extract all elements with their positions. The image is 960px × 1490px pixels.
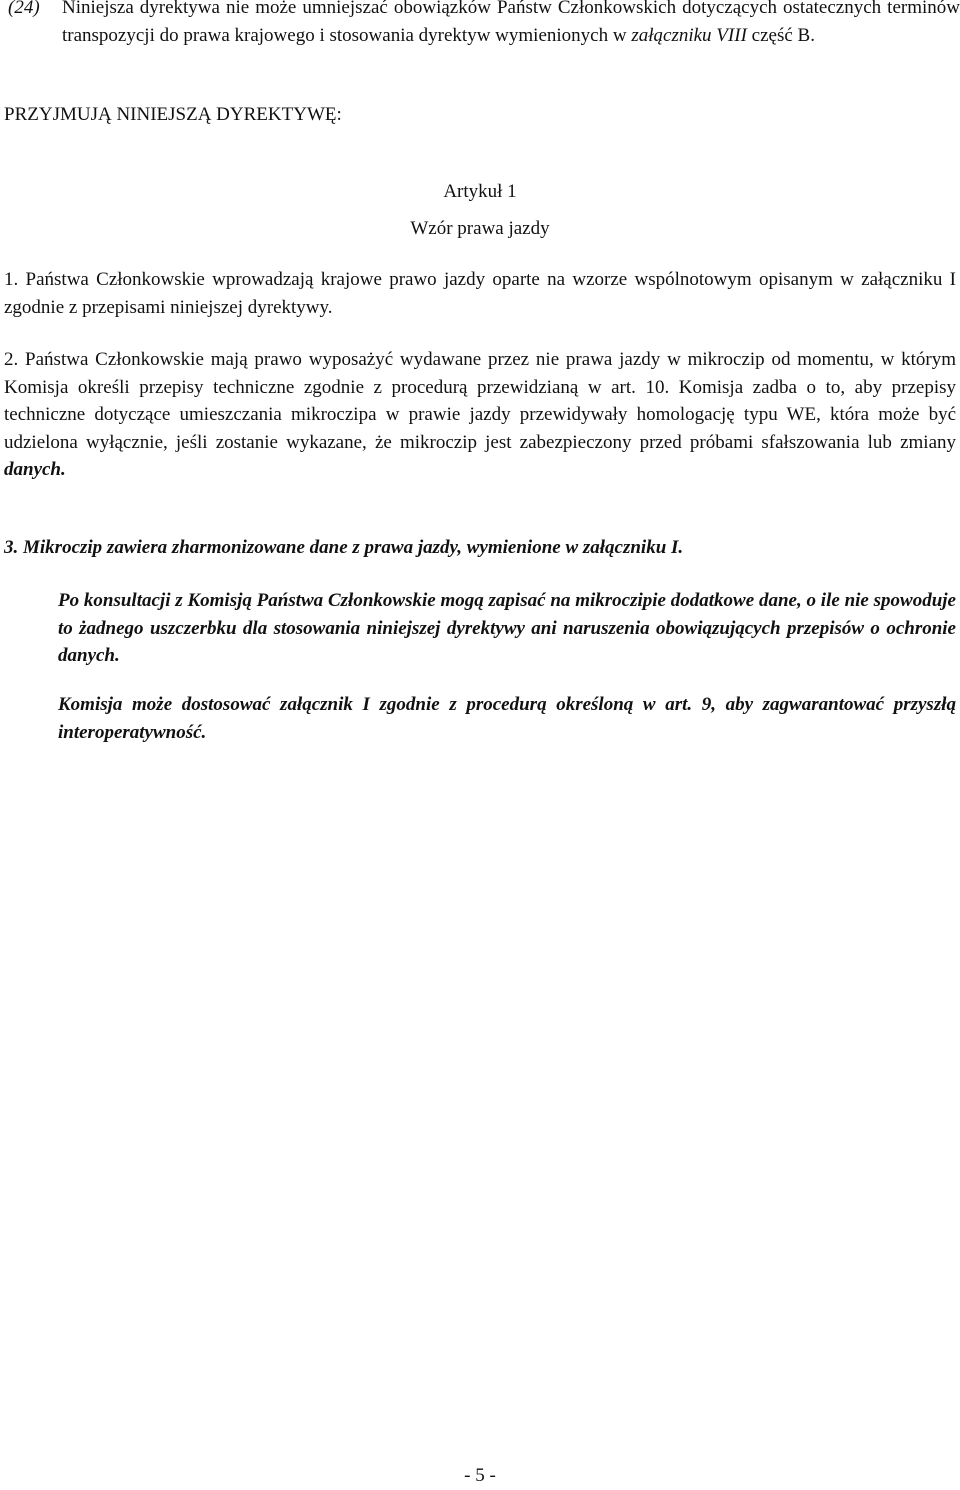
paragraph-1-number: 1. [4, 269, 19, 290]
recital-number: (24) [8, 0, 40, 18]
article-number: Artykuł 1 [443, 181, 517, 202]
paragraph-3-text: Mikroczip zawiera zharmonizowane dane z prawa jazdy, wymienione w załączniku I. [18, 537, 684, 558]
paragraph-3-number: 3. [4, 537, 19, 558]
recital-text-italic: załączniku VIII [631, 24, 747, 46]
page-number: - 5 - [464, 1465, 496, 1486]
paragraph-3-sub-b: Po konsultacji z Komisją Państwa Członkowskie mogą zapisać na mikroczipie dodatkowe dane, o ile nie spowoduje to żadnego uszczerbku dla stosowania niniejszej dyrektywy ani naruszenia obowiązujących przepisów o ochronie danych. [58, 590, 956, 666]
paragraph-1-text: Państwa Członkowskie wprowadzają krajowe prawo jazdy oparte na wzorze wspólnotowym opisanym w załączniku I zgodnie z przepisami niniejszej dyrektywy. [4, 269, 956, 318]
recital-text-b: część B. [746, 24, 815, 46]
paragraph-1 [4, 266, 956, 321]
recital-text [62, 0, 960, 49]
paragraph-3-sub-c: Komisja może dostosować załącznik I zgodnie z procedurą określoną w art. 9, aby zagwarantować przyszłą interoperatywność. [58, 694, 956, 743]
paragraph-3 [4, 534, 956, 562]
paragraph-2 [4, 346, 956, 484]
recital-24 [4, 0, 960, 78]
recital-text-a: Niniejsza dyrektywa nie może umniejszać obowiązków Państw Członkowskich dotyczących ostatecznych terminów transpozycji do prawa krajowego i stosowania dyrektyw wymienionych w [62, 0, 960, 46]
article-title: Wzór prawa jazdy [410, 218, 550, 239]
paragraph-2-text: Państwa Członkowskie mają prawo wyposażyć wydawane przez nie prawa jazdy w mikroczip od momentu, w którym Komisja określi przepisy techniczne zgodnie z procedurą przewidzianą w art. 10. Komisja zadba o to, aby przepisy techniczne dotyczące umieszczania mikroczipa w prawie jazdy przewidywały homologację typu WE, która może być udzielona wyłącznie, jeśli zostanie wykazane, że mikroczip jest zabezpieczony przed próbami sfałszowania lub zmiany [4, 349, 956, 453]
paragraph-2-number: 2. [4, 349, 19, 370]
adoption-formula: PRZYJMUJĄ NINIEJSZĄ DYREKTYWĘ: [4, 104, 342, 125]
paragraph-2-text-end: danych. [4, 459, 66, 480]
